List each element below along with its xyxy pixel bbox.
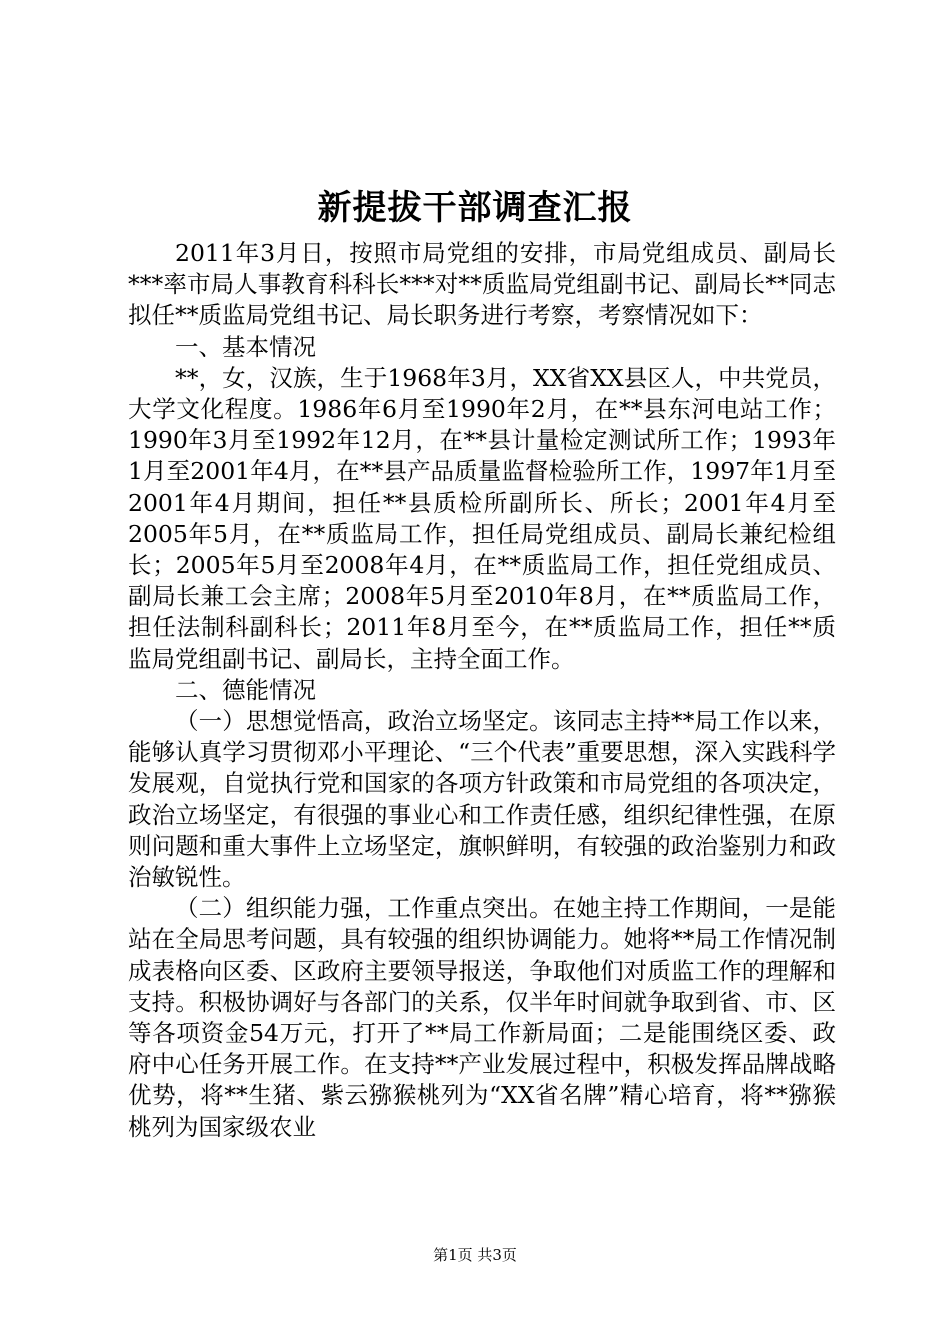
intro-paragraph: 2011年3月日，按照市局党组的安排，市局党组成员、副局长***率市局人事教育科科长***对**质监局党组副书记、副局长**同志拟任**质监局党组书记、局长职务进行考察，考察情况如下： bbox=[128, 239, 836, 330]
organization-ability-paragraph: （二）组织能力强，工作重点突出。在她主持工作期间，一是能站在全局思考问题，具有较强的组织协调能力。她将**局工作情况制成表格向区委、区政府主要领导报送，争取他们对质监工作的理解和支持。积极协调好与各部门的关系，仅半年时间就争取到省、市、区等各项资金54万元，打开了**局工作新局面；二是能围绕区委、政府中心任务开展工作。在支持**产业发展过程中，积极发挥品牌战略优势，将**生猪、紫云猕猴桃列为“XX省名牌”精心培育，将**猕猴桃列为国家级农业 bbox=[128, 894, 836, 1141]
basic-info-paragraph: **，女，汉族，生于1968年3月，XX省XX县区人，中共党员，大学文化程度。1986年6月至1990年2月，在**县东河电站工作；1990年3月至1992年12月，在**县计量检定测试所工作；1993年1月至2001年4月，在**县产品质量监督检验所工作，1997年1月至2001年4月期间，担任**县质检所副所长、所长；2001年4月至2005年5月，在**质监局工作，担任局党组成员、副局长兼纪检组长；2005年5月至2008年4月，在**质监局工作，担任党组成员、副局长兼工会主席；2008年5月至2010年8月，在**质监局工作，担任法制科副科长；2011年8月至今，在**质监局工作，担任**质监局党组副书记、副局长，主持全面工作。 bbox=[128, 363, 836, 673]
ideology-paragraph: （一）思想觉悟高，政治立场坚定。该同志主持**局工作以来，能够认真学习贯彻邓小平理论、“三个代表”重要思想，深入实践科学发展观，自觉执行党和国家的各项方针政策和市局党组的各项决定，政治立场坚定，有很强的事业心和工作责任感，组织纪律性强，在原则问题和重大事件上立场坚定，旗帜鲜明，有较强的政治鉴别力和政治敏锐性。 bbox=[128, 707, 836, 892]
section-heading-character-ability: 二、德能情况 bbox=[175, 675, 316, 704]
page-number-footer: 第1页 共3页 bbox=[433, 1246, 517, 1264]
document-body bbox=[128, 238, 836, 1143]
document-title: 新提拔干部调查汇报 bbox=[317, 188, 633, 228]
section-heading-basic-info: 一、基本情况 bbox=[175, 332, 316, 361]
